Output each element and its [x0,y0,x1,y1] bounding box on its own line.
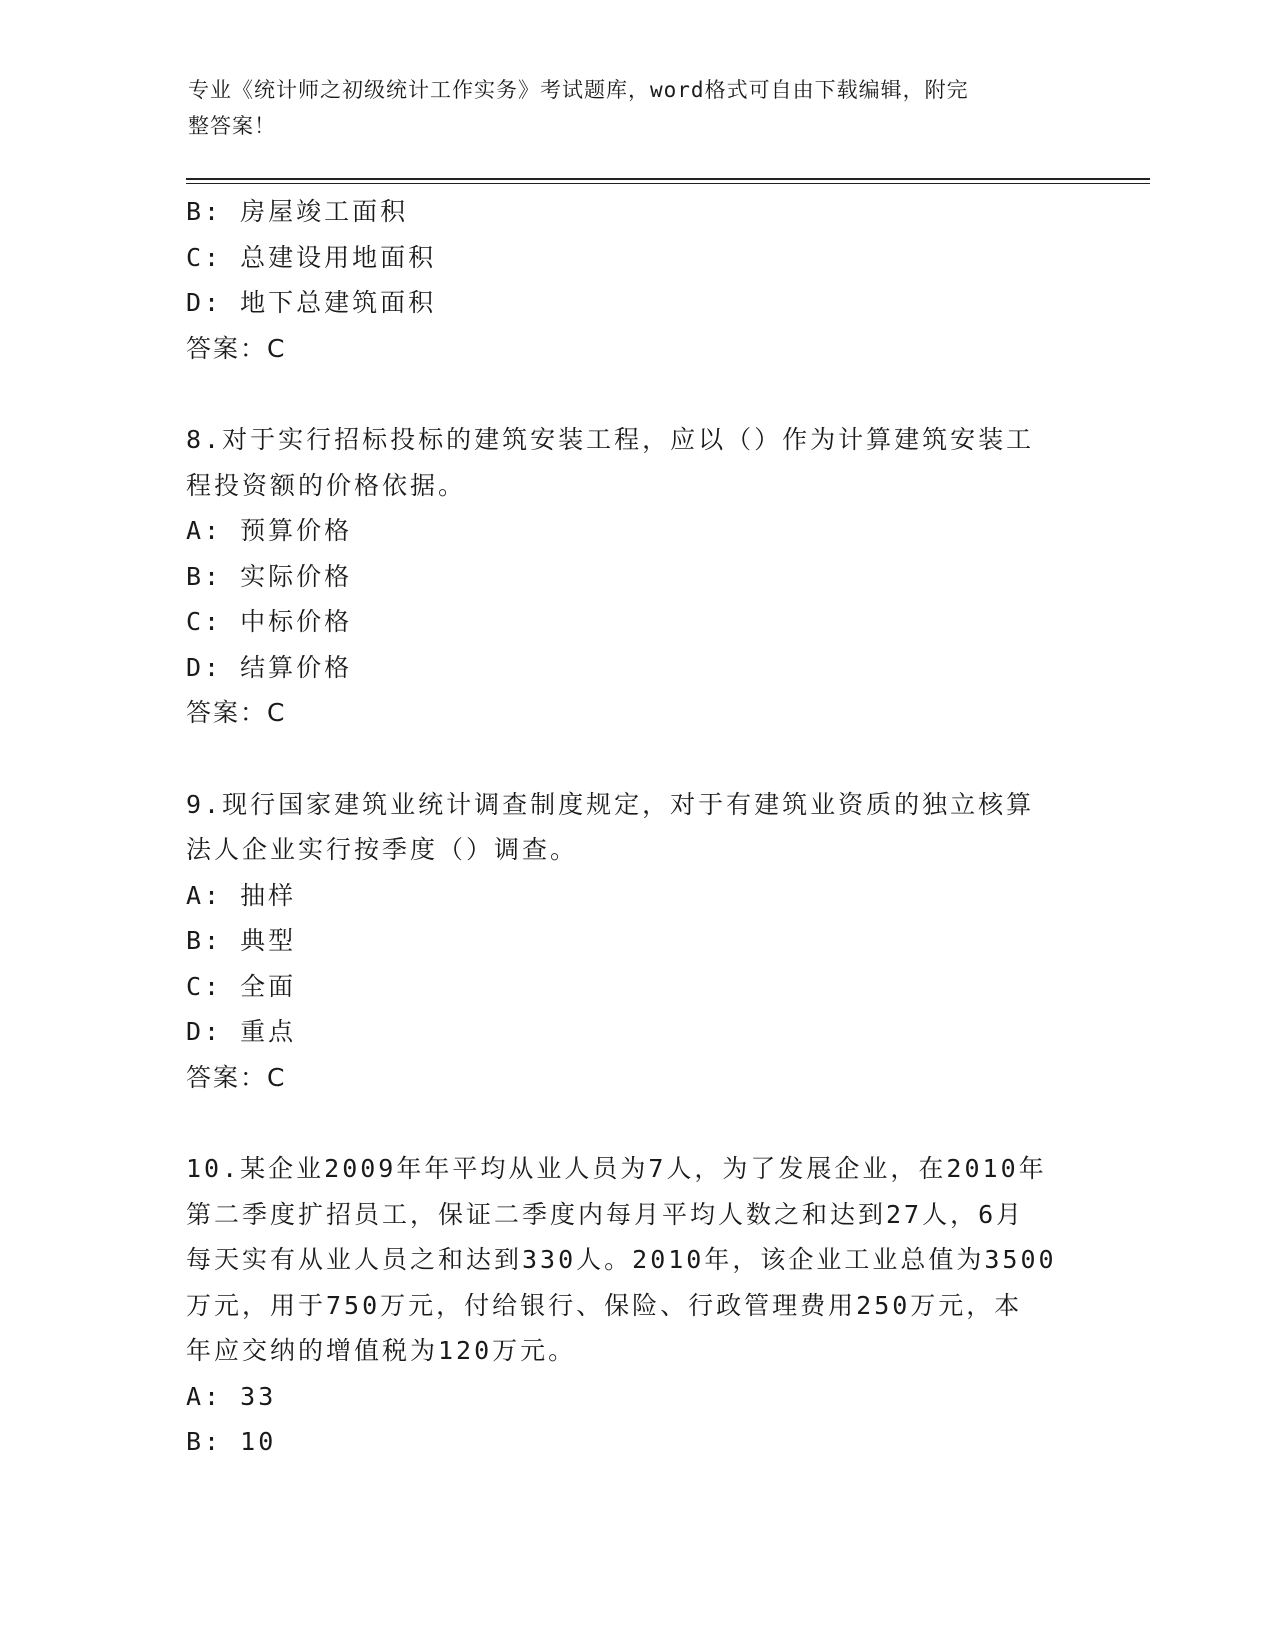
option-b: B: 实际价格 [186,561,353,591]
answer: 答案：C [186,1062,287,1092]
question-7-tail [186,189,1086,371]
option-b: B: 房屋竣工面积 [186,197,409,226]
option-c: C: 总建设用地面积 [186,242,437,272]
question-10 [186,1146,1086,1465]
header-rule-thin [186,183,1150,184]
header-rule-thick [186,178,1150,180]
question-stem: 10.某企业2009年年平均从业人员为7人，为了发展企业，在2010年 [186,1154,1047,1183]
question-9 [186,782,1086,1101]
question-content [186,189,1086,1465]
answer: 答案：C [186,698,287,727]
question-stem: 9.现行国家建筑业统计调查制度规定，对于有建筑业资质的独立核算 [186,789,1035,819]
document-header [188,72,1068,144]
option-a: A: 预算价格 [186,516,353,545]
question-stem: 8.对于实行招标投标的建筑安装工程，应以（）作为计算建筑安装工 [186,425,1035,454]
option-b: B: 10 [186,1427,277,1456]
question-8 [186,417,1086,736]
option-a: A: 33 [186,1381,277,1411]
answer: 答案：C [186,333,287,363]
option-a: A: 抽样 [186,880,297,910]
question-stem: 万元，用于750万元，付给银行、保险、行政管理费用250万元，本 [186,1290,1023,1320]
option-d: D: 重点 [186,1017,297,1046]
question-stem: 年应交纳的增值税为120万元。 [186,1336,577,1365]
option-d: D: 结算价格 [186,652,353,682]
option-c: C: 全面 [186,971,297,1001]
option-c: C: 中标价格 [186,607,353,636]
question-stem: 第二季度扩招员工，保证二季度内每月平均人数之和达到27人，6月 [186,1199,1025,1229]
question-stem: 程投资额的价格依据。 [186,470,467,500]
option-b: B: 典型 [186,926,297,955]
question-stem: 法人企业实行按季度（）调查。 [186,835,579,864]
option-d: D: 地下总建筑面积 [186,288,437,317]
question-stem: 每天实有从业人员之和达到330人。2010年，该企业工业总值为3500 [186,1245,1057,1274]
header-line-2: 整答案！ [188,114,276,138]
header-line-1: 专业《统计师之初级统计工作实务》考试题库，word格式可自由下载编辑，附完 [188,78,969,102]
